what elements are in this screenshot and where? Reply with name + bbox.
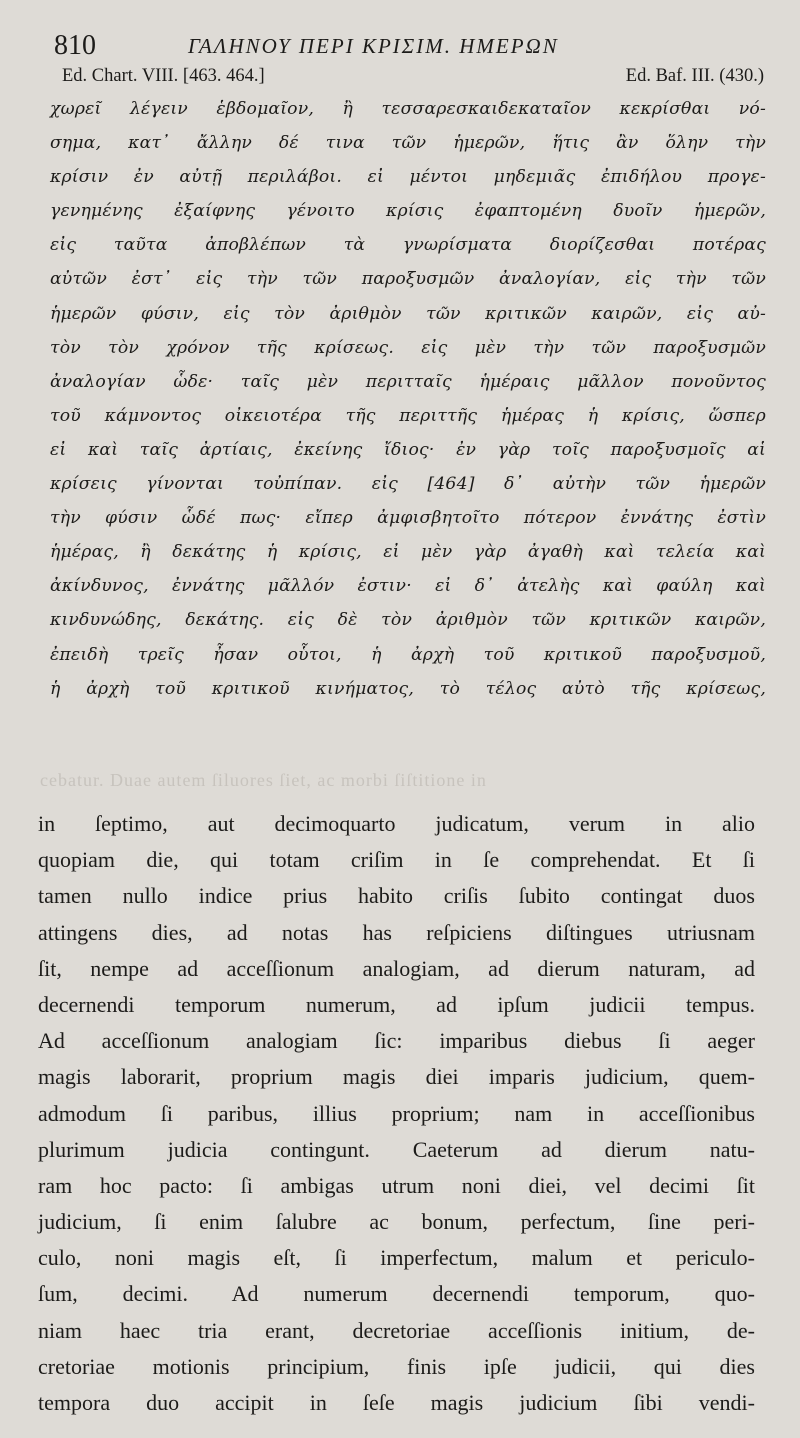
greek-line: κρίσεις γίνονται τοὐπίπαν. εἰς [464] δ᾽ αὐτὴν τῶν ἡμερῶν bbox=[50, 474, 766, 495]
edition-line bbox=[50, 66, 772, 92]
latin-line: ram hoc pacto: ſi ambigas utrum noni diei, vel decimi ſit bbox=[38, 1172, 755, 1198]
greek-text bbox=[50, 92, 766, 706]
latin-line: plurimum judicia contingunt. Caeterum ad dierum natu- bbox=[38, 1136, 755, 1162]
edition-chart: Ed. Chart. VIII. [463. 464.] bbox=[62, 66, 265, 86]
latin-line: Ad acceſſionum analogiam ſic: imparibus diebus ſi aeger bbox=[38, 1028, 755, 1054]
greek-line: γενημένης ἐξαίφνης γένοιτο κρίσις ἐφαπτομένη δυοῖν ἡμερῶν, bbox=[50, 201, 766, 222]
greek-line: αὐτῶν ἐστ᾽ εἰς τὴν τῶν παροξυσμῶν ἀναλογίαν, εἰς τὴν τῶν bbox=[50, 269, 766, 290]
greek-line: ἀκίνδυνος, ἐννάτης μᾶλλόν ἐστιν· εἰ δ᾽ ἀτελὴς καὶ φαύλη καὶ bbox=[50, 576, 766, 597]
latin-line: magis laborarit, proprium magis diei imparis judicium, quem- bbox=[38, 1064, 755, 1090]
greek-line: εἰς ταῦτα ἀποβλέπων τὰ γνωρίσματα διορίζεσθαι ποτέρας bbox=[50, 235, 766, 256]
latin-line: cretoriae motionis principium, finis ipſe judicii, qui dies bbox=[38, 1353, 755, 1379]
greek-line: τὴν φύσιν ὧδέ πως· εἴπερ ἀμφισβητοῖτο πότερον ἐννάτης ἐστὶν bbox=[50, 508, 766, 529]
latin-line: in ſeptimo, aut decimoquarto judicatum, verum in alio bbox=[38, 811, 755, 836]
latin-line: ſum, decimi. Ad numerum decernendi temporum, quo- bbox=[38, 1281, 755, 1307]
latin-line: culo, noni magis eſt, ſi imperfectum, malum et periculo- bbox=[38, 1245, 755, 1271]
greek-line: σημα, κατ᾽ ἄλλην δέ τινα τῶν ἡμερῶν, ἥτις ἂν ὅλην τὴν bbox=[50, 133, 766, 154]
latin-line: decernendi temporum numerum, ad ipſum judicii tempus. bbox=[38, 991, 755, 1017]
greek-line: ἀναλογίαν ὧδε· ταῖς μὲν περιτταῖς ἡμέραις μᾶλλον πονοῦντος bbox=[50, 371, 766, 392]
latin-text bbox=[38, 806, 755, 1421]
latin-line: tempora duo accipit in ſeſe magis judicium ſibi vendi- bbox=[38, 1390, 755, 1415]
greek-line: ἡμέρας, ἢ δεκάτης ἡ κρίσις, εἰ μὲν γὰρ ἀγαθὴ καὶ τελεία καὶ bbox=[50, 542, 766, 563]
latin-line: attingens dies, ad notas has reſpiciens diſtingues utriusnam bbox=[38, 919, 755, 945]
latin-line: ſit, nempe ad acceſſionum analogiam, ad dierum naturam, ad bbox=[38, 955, 755, 981]
latin-line: niam haec tria erant, decretoriae acceſſionis initium, de- bbox=[38, 1317, 755, 1343]
edition-basel: Ed. Baf. III. (430.) bbox=[625, 66, 764, 86]
greek-line: κινδυνώδης, δεκάτης. εἰς δὲ τὸν ἀριθμὸν τῶν κριτικῶν καιρῶν, bbox=[50, 610, 766, 631]
page-number: 810 bbox=[54, 30, 96, 61]
greek-line: κρίσιν ἐν αὐτῇ περιλάβοι. εἰ μέντοι μηδεμιᾶς ἐπιδήλου προγε- bbox=[50, 167, 766, 188]
greek-line: τὸν τὸν χρόνον τῆς κρίσεως. εἰς μὲν τὴν τῶν παροξυσμῶν bbox=[50, 337, 766, 358]
greek-line: ἡ ἀρχὴ τοῦ κριτικοῦ κινήματος, τὸ τέλος αὐτὸ τῆς κρίσεως, bbox=[50, 678, 766, 699]
greek-line: τοῦ κάμνοντος οἰκειοτέρα τῆς περιττῆς ἡμέρας ἡ κρίσις, ὥσπερ bbox=[50, 405, 766, 426]
greek-line: εἰ καὶ ταῖς ἀρτίαις, ἐκείνης ἴδιος· ἐν γὰρ τοῖς παροξυσμοῖς αἱ bbox=[50, 439, 766, 460]
latin-line: admodum ſi paribus, illius proprium; nam in acceſſionibus bbox=[38, 1100, 755, 1126]
latin-line: tamen nullo indice prius habito criſis ſubito contingat duos bbox=[38, 883, 755, 909]
greek-line: ἐπειδὴ τρεῖς ἦσαν οὗτοι, ἡ ἀρχὴ τοῦ κριτικοῦ παροξυσμοῦ, bbox=[50, 644, 766, 665]
running-title: ΓΑΛΗΝΟΥ ΠΕΡΙ ΚΡΙΣΙΜ. ΗΜΕΡΩΝ bbox=[188, 34, 559, 58]
greek-line: ἡμερῶν φύσιν, εἰς τὸν ἀριθμὸν τῶν κριτικῶν καιρῶν, εἰς αὐ- bbox=[50, 303, 766, 324]
latin-line: judicium, ſi enim ſalubre ac bonum, perfectum, ſine peri- bbox=[38, 1209, 755, 1235]
running-head bbox=[50, 26, 772, 66]
greek-line: χωρεῖ λέγειν ἑβδομαῖον, ἢ τεσσαρεσκαιδεκαταῖον κεκρίσθαι νό- bbox=[50, 99, 766, 119]
latin-line: quopiam die, qui totam criſim in ſe comprehendat. Et ſi bbox=[38, 847, 755, 873]
bleed-through-text: cebatur. Duae autem ſiluores ſiet, ac morbi ſiſtitione in bbox=[40, 770, 487, 790]
